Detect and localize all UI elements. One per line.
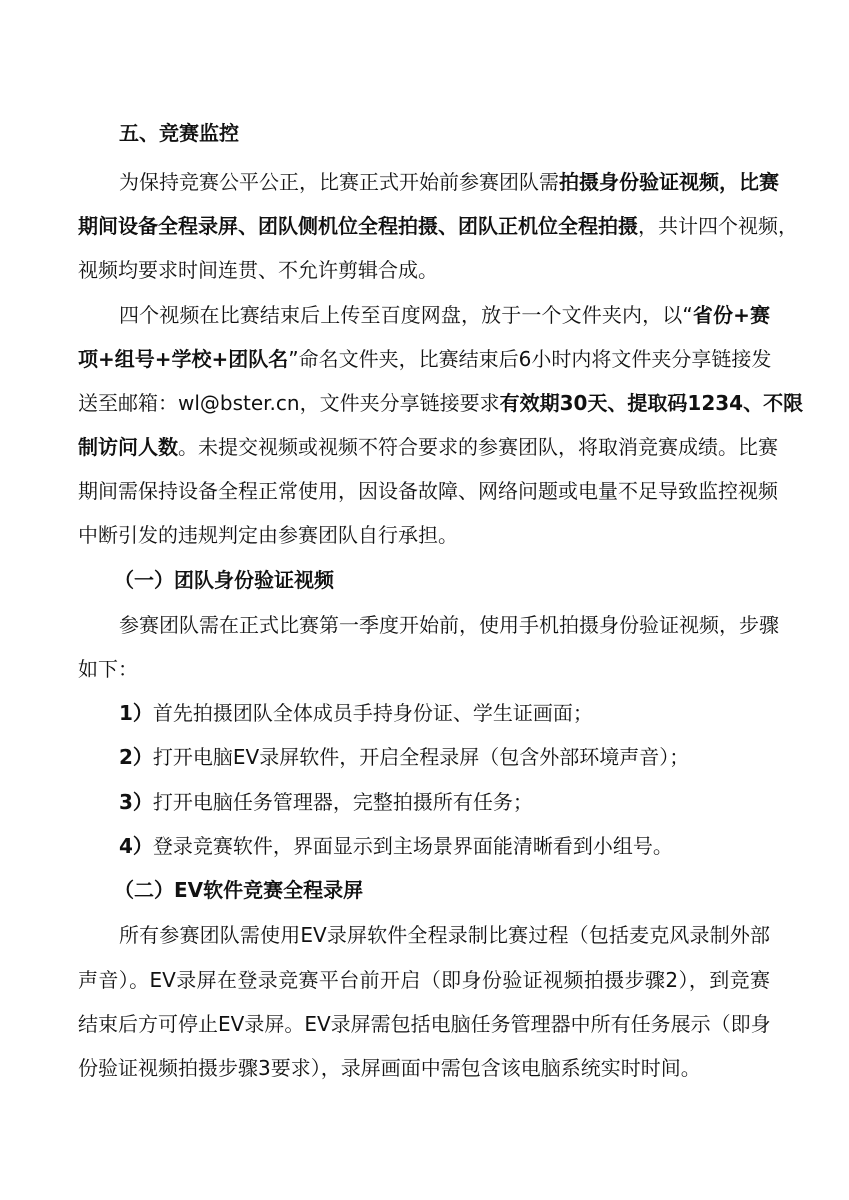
paragraph-line: 结束后方可停止EV录屏。EV录屏需包括电脑任务管理器中所有任务展示（即身 (78, 1012, 771, 1036)
section-title: 五、竞赛监控 (119, 121, 239, 145)
paragraph-line: 项+组号+学校+团队名”命名文件夹，比赛结束后6小时内将文件夹分享链接发 (78, 347, 772, 371)
paragraph-line: 为保持竞赛公平公正，比赛正式开始前参赛团队需拍摄身份验证视频，比赛 (119, 170, 779, 194)
paragraph-line: 如下： (78, 657, 138, 681)
list-item: 4）登录竞赛软件，界面显示到主场景界面能清晰看到小组号。 (119, 834, 673, 858)
list-item: 1）首先拍摄团队全体成员手持身份证、学生证画面； (119, 701, 593, 725)
paragraph-line: 参赛团队需在正式比赛第一季度开始前，使用手机拍摄身份验证视频，步骤 (119, 613, 779, 637)
list-item: 3）打开电脑任务管理器，完整拍摄所有任务； (119, 790, 533, 814)
paragraph-line: 四个视频在比赛结束后上传至百度网盘，放于一个文件夹内，以“省份+赛 (119, 303, 770, 327)
paragraph-line: 期间设备全程录屏、团队侧机位全程拍摄、团队正机位全程拍摄，共计四个视频， (78, 214, 798, 238)
paragraph-line: 期间需保持设备全程正常使用，因设备故障、网络问题或电量不足导致监控视频 (78, 479, 778, 503)
subsection-title-screen-recording: （二）EV软件竞赛全程录屏 (114, 878, 364, 902)
paragraph-line: 所有参赛团队需使用EV录屏软件全程录制比赛过程（包括麦克风录制外部 (119, 923, 770, 947)
subsection-title-identity-video: （一）团队身份验证视频 (114, 568, 334, 592)
paragraph-line: 制访问人数。未提交视频或视频不符合要求的参赛团队，将取消竞赛成绩。比赛 (78, 435, 778, 459)
paragraph-line: 份验证视频拍摄步骤3要求），录屏画面中需包含该电脑系统实时时间。 (78, 1056, 701, 1080)
paragraph-line: 送至邮箱：wl@bster.cn，文件夹分享链接要求有效期30天、提取码1234、不限 (78, 391, 804, 415)
list-item: 2）打开电脑EV录屏软件，开启全程录屏（包含外部环境声音）； (119, 745, 690, 769)
paragraph-line: 声音）。EV录屏在登录竞赛平台前开启（即身份验证视频拍摄步骤2），到竞赛 (78, 968, 770, 992)
paragraph-line: 中断引发的违规判定由参赛团队自行承担。 (78, 523, 458, 547)
paragraph-line: 视频均要求时间连贯、不允许剪辑合成。 (78, 258, 438, 282)
